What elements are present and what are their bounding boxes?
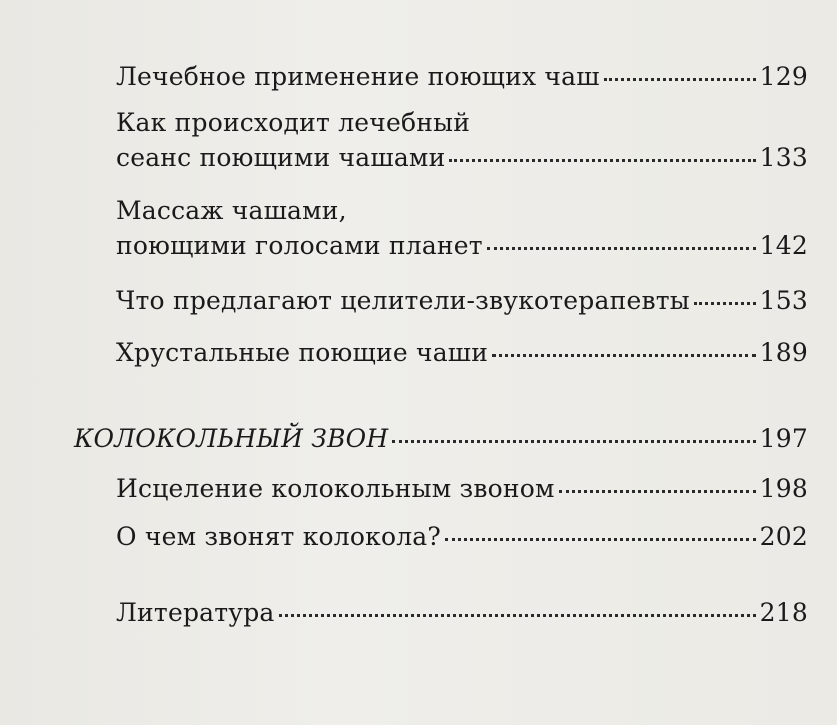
toc-entry-title-line2: поющими голосами планет xyxy=(116,231,483,260)
dot-leader xyxy=(694,296,756,305)
toc-entry xyxy=(116,474,808,503)
toc-entry-title: Что предлагают целители-звукотерапевты xyxy=(116,286,690,315)
dot-leader xyxy=(559,484,756,493)
toc-entry xyxy=(116,62,808,91)
toc-entry-page: 198 xyxy=(759,474,808,503)
toc-entry-title-line1: Массаж чашами, xyxy=(116,196,347,225)
toc-entry-page: 189 xyxy=(759,338,808,367)
toc-entry-title: О чем звонят колокола? xyxy=(116,522,442,551)
toc-entry-title: Литература xyxy=(116,598,275,627)
toc-entry xyxy=(116,108,808,172)
toc-entry xyxy=(116,522,808,551)
toc-entry-page: 197 xyxy=(759,424,808,453)
toc-entry-title-line2: сеанс поющими чашами xyxy=(116,143,446,172)
dot-leader xyxy=(279,608,756,617)
toc-entry-title: Хрустальные поющие чаши xyxy=(116,338,489,367)
toc-entry-page: 202 xyxy=(759,522,808,551)
dot-leader xyxy=(449,153,755,162)
dot-leader xyxy=(445,532,756,541)
toc-entry-title: Исцеление колокольным звоном xyxy=(116,474,555,503)
toc-entry-page: 153 xyxy=(759,286,808,315)
toc-entry-page: 142 xyxy=(759,231,808,260)
toc-section-entry xyxy=(74,424,808,453)
toc-entry-page: 133 xyxy=(759,143,808,172)
dot-leader xyxy=(492,348,756,357)
toc-section-title: КОЛОКОЛЬНЫЙ ЗВОН xyxy=(74,424,389,453)
dot-leader xyxy=(487,241,756,250)
toc-entry xyxy=(116,286,808,315)
toc-entry-title-line1: Как происходит лечебный xyxy=(116,108,471,137)
toc-entry-title: Лечебное применение поющих чаш xyxy=(116,62,600,91)
toc-entry xyxy=(116,598,808,627)
toc-entry xyxy=(116,196,808,260)
dot-leader xyxy=(604,72,756,81)
dot-leader xyxy=(392,434,755,443)
toc-entry xyxy=(116,338,808,367)
toc-entry-page: 129 xyxy=(759,62,808,91)
toc-entry-page: 218 xyxy=(759,598,808,627)
